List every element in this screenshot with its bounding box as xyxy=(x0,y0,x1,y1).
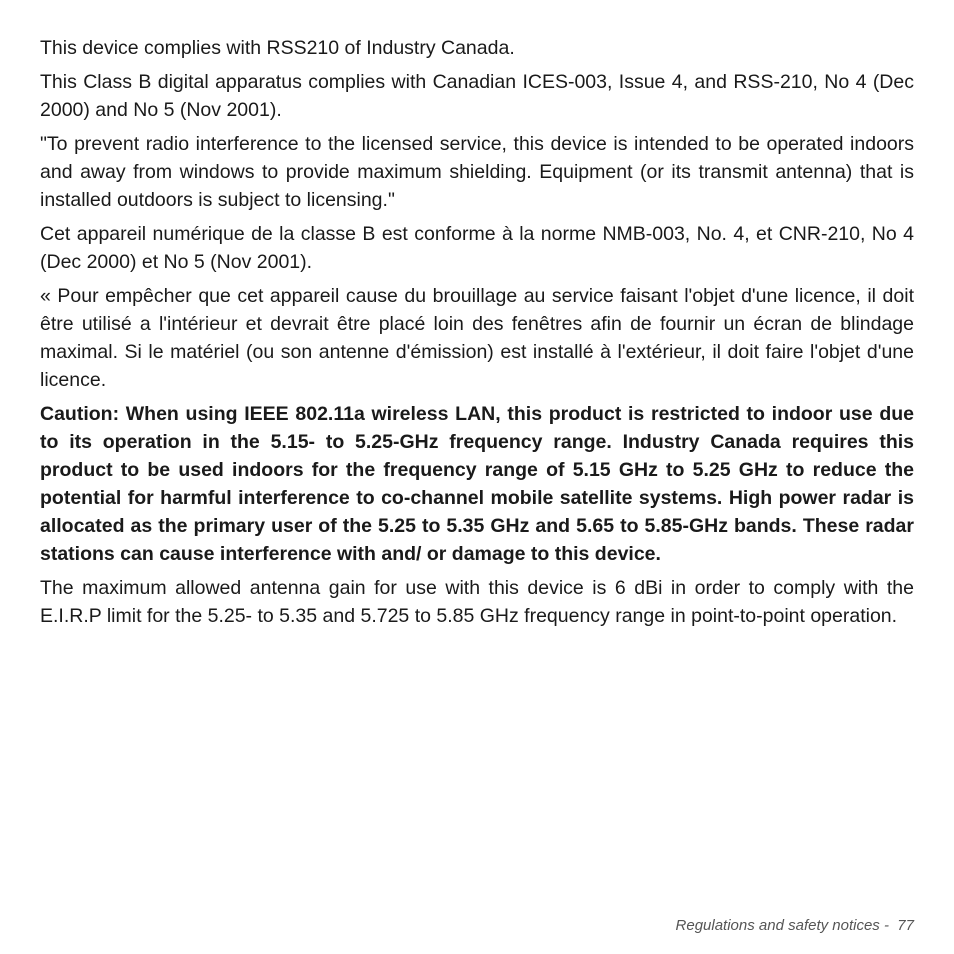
paragraph-class-b-ices003: This Class B digital apparatus complies with Canadian ICES-003, Issue 4, and RSS-210, No 4 (Dec 2000) and No 5 (Nov 2001). xyxy=(40,71,914,121)
paragraph-class-b-french: Cet appareil numérique de la classe B est conforme à la norme NMB-003, No. 4, et CNR-210, No 4 (Dec 2000) et No 5 (Nov 2001). xyxy=(40,223,914,273)
paragraph-caution-wireless-lan: Caution: When using IEEE 802.11a wireless LAN, this product is restricted to indoor use due to its operation in the 5.15- to 5.25-GHz frequency range. Industry Canada requires this product to be used indoors for the frequency range of 5.15 GHz to 5.25 GHz to reduce the potential for harmful interference to co-channel mobile satellite systems. High power radar is allocated as the primary user of the 5.25 to 5.35 GHz and 5.65 to 5.85-GHz bands. These radar stations can cause interference with and/ or damage to this device. xyxy=(40,403,914,565)
document-body xyxy=(40,34,914,636)
page-footer: Regulations and safety notices - 77 xyxy=(675,917,914,934)
paragraph-interference-french: « Pour empêcher que cet appareil cause du brouillage au service faisant l'objet d'une licence, il doit être utilisé a l'intérieur et devrait être placé loin des fenêtres afin de fournir un écran de blindage maximal. Si le matériel (ou son antenne d'émission) est installé à l'extérieur, il doit faire l'objet d'une licence. xyxy=(40,285,914,391)
paragraph-rss210-compliance: This device complies with RSS210 of Industry Canada. xyxy=(40,37,515,59)
paragraph-radio-interference-quote: "To prevent radio interference to the licensed service, this device is intended to be operated indoors and away from windows to provide maximum shielding. Equipment (or its transmit antenna) that is installed outdoors is subject to licensing." xyxy=(40,133,914,211)
paragraph-antenna-gain: The maximum allowed antenna gain for use with this device is 6 dBi in order to comply with the E.I.R.P limit for the 5.25- to 5.35 and 5.725 to 5.85 GHz frequency range in point-to-point operation. xyxy=(40,577,914,627)
